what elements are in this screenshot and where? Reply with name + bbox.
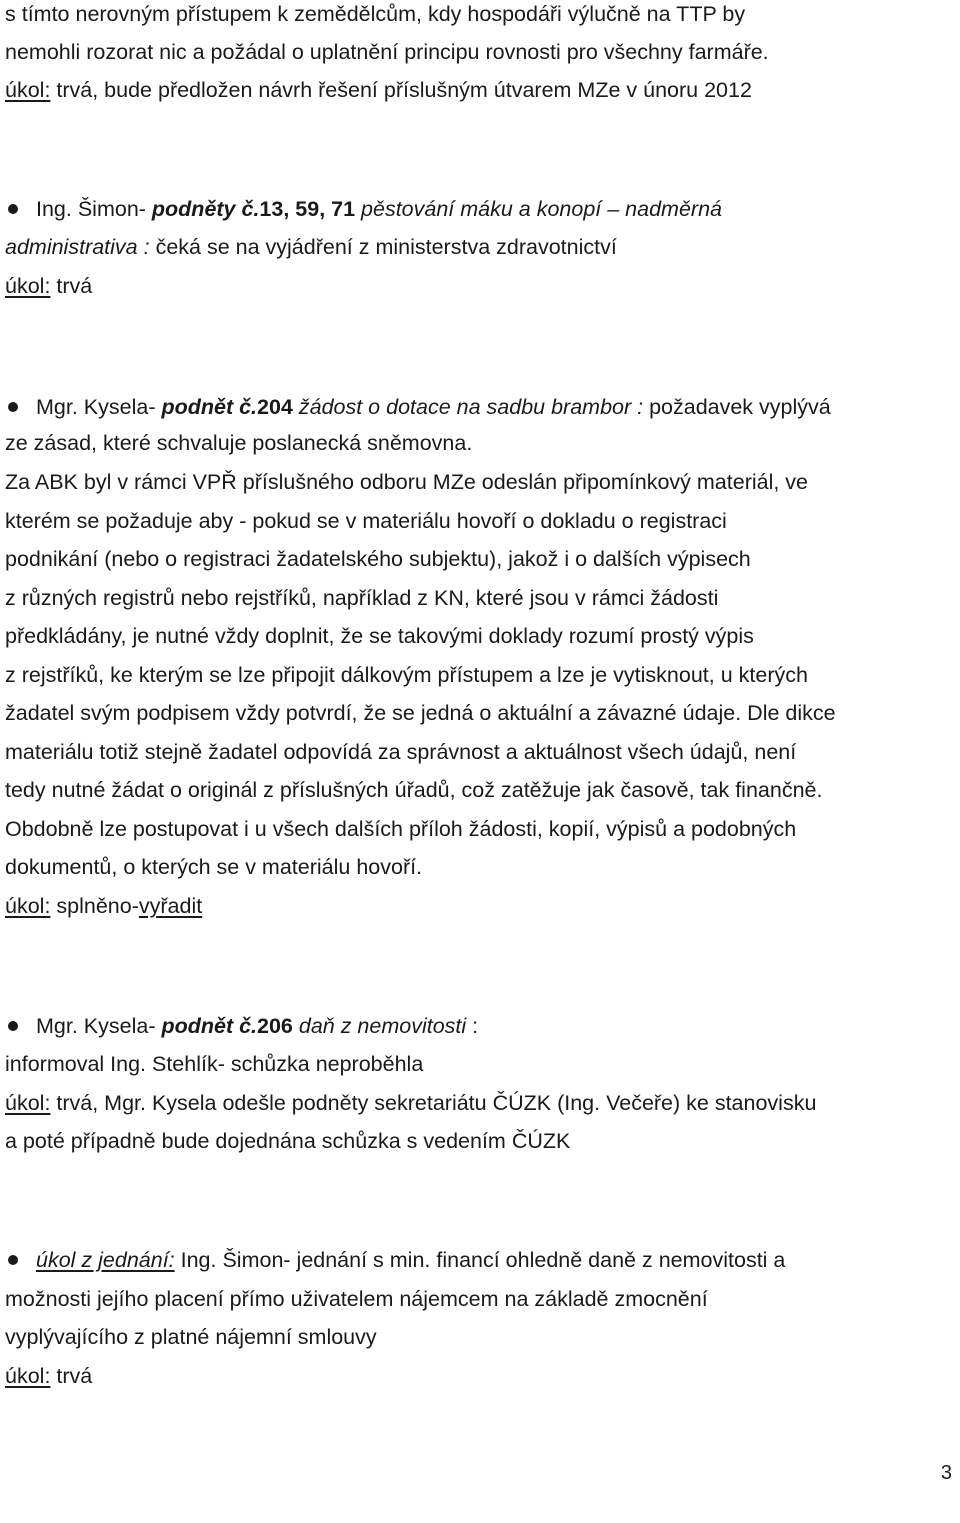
bullet-icon <box>8 1255 18 1265</box>
item3-topic: daň z nemovitosti <box>292 1014 467 1038</box>
bullet-icon <box>8 1021 18 1031</box>
ukol-text: splněno- <box>50 894 139 918</box>
item2-body-line: z různých registrů nebo rejstříků, například z KN, které jsou v rámci žádosti <box>5 586 719 610</box>
bullet-icon <box>8 402 18 412</box>
item3-line-3 <box>5 1089 816 1117</box>
ukol-label: úkol: <box>5 1091 51 1115</box>
intro-line-1: s tímto nerovným přístupem k zemědělcům, kdy hospodáři výlučně na TTP by <box>5 2 746 26</box>
item1-line-3 <box>5 272 92 300</box>
ukol-text: trvá <box>50 1364 93 1388</box>
item3-podnet-label: podnět č. <box>155 1014 258 1038</box>
item2-topic: žádost o dotace na sadbu brambor : <box>292 395 644 419</box>
item1-topic-2: administrativa : <box>5 235 150 259</box>
item2-body-line: předkládány, je nutné vždy doplnit, že se takovými doklady rozumí prostý výpis <box>5 624 754 648</box>
ukol-label: úkol: <box>5 894 51 918</box>
item2-status: požadavek vyplývá <box>643 395 831 419</box>
item4-line-2: možnosti jejího placení přímo uživatelem nájemcem na základě zmocnění <box>5 1287 708 1311</box>
item1-topic: pěstování máku a konopí – nadměrná <box>355 197 722 221</box>
item2-body-line: podnikání (nebo o registraci žadatelského subjektu), jakož i o dalších výpisech <box>5 547 751 571</box>
item3-line-4: a poté případně bude dojednána schůzka s vedením ČÚZK <box>5 1129 571 1153</box>
item1-person: Ing. Šimon- <box>36 197 146 221</box>
item2-number: 204 <box>257 395 293 419</box>
item4-line-1 <box>36 1246 785 1274</box>
item4-line-4 <box>5 1362 92 1390</box>
ukol-label: úkol: <box>5 274 51 298</box>
item4-text-1: Ing. Šimon- jednání s min. financí ohledně daně z nemovitosti a <box>174 1248 786 1272</box>
item1-podnet-label: podněty č. <box>145 197 260 221</box>
item3-line-1 <box>36 1012 478 1040</box>
item3-line-2: informoval Ing. Stehlík- schůzka neproběhla <box>5 1052 424 1076</box>
item2-body-line: kterém se požaduje aby - pokud se v materiálu hovoří o dokladu o registraci <box>5 509 727 533</box>
item2-body-line: tedy nutné žádat o originál z příslušných úřadů, což zatěžuje jak časově, tak finančně. <box>5 778 823 802</box>
item4-label: úkol z jednání: <box>36 1248 175 1272</box>
ukol-label: úkol: <box>5 78 51 102</box>
ukol-text: trvá <box>50 274 93 298</box>
item3-person: Mgr. Kysela- <box>36 1014 156 1038</box>
item2-body-line: materiálu totiž stejně žadatel odpovídá za správnost a aktuálnost všech údajů, není <box>5 740 797 764</box>
item3-number: 206 <box>257 1014 293 1038</box>
ukol-text-vyradit: vyřadit <box>138 894 203 918</box>
ukol-label: úkol: <box>5 1364 51 1388</box>
item2-body-line: ze zásad, které schvaluje poslanecká sněmovna. <box>5 431 473 455</box>
item1-status: čeká se na vyjádření z ministerstva zdravotnictví <box>149 235 617 259</box>
item4-line-3: vyplývajícího z platné nájemní smlouvy <box>5 1325 377 1349</box>
item2-person: Mgr. Kysela- <box>36 395 156 419</box>
intro-line-2: nemohli rozorat nic a požádal o uplatnění principu rovnosti pro všechny farmáře. <box>5 40 769 64</box>
item2-podnet-label: podnět č. <box>155 395 258 419</box>
ukol-text: trvá, Mgr. Kysela odešle podněty sekretariátu ČÚZK (Ing. Večeře) ke stanovisku <box>50 1091 817 1115</box>
item3-colon: : <box>466 1014 479 1038</box>
item2-body-line: dokumentů, o kterých se v materiálu hovoří. <box>5 855 423 879</box>
item2-body-line: Obdobně lze postupovat i u všech dalších příloh žádosti, kopií, výpisů a podobných <box>5 817 797 841</box>
item2-ukol-line <box>5 892 202 920</box>
item2-body-line: Za ABK byl v rámci VPŘ příslušného odboru MZe odeslán připomínkový materiál, ve <box>5 470 809 494</box>
ukol-text: trvá, bude předložen návrh řešení příslušným útvarem MZe v únoru 2012 <box>50 78 752 102</box>
bullet-icon <box>8 204 18 214</box>
item2-body-line: z rejstříků, ke kterým se lze připojit dálkovým přístupem a lze je vytisknout, u kterých <box>5 663 808 687</box>
item1-numbers: 13, 59, 71 <box>259 197 356 221</box>
item2-line-1 <box>36 393 831 421</box>
item1-line-1 <box>36 195 722 223</box>
intro-line-3 <box>5 76 752 104</box>
page-number: 3 <box>940 1462 952 1484</box>
item2-body-line: žadatel svým podpisem vždy potvrdí, že se jedná o aktuální a závazné údaje. Dle dikce <box>5 701 836 725</box>
item1-line-2 <box>5 233 617 261</box>
